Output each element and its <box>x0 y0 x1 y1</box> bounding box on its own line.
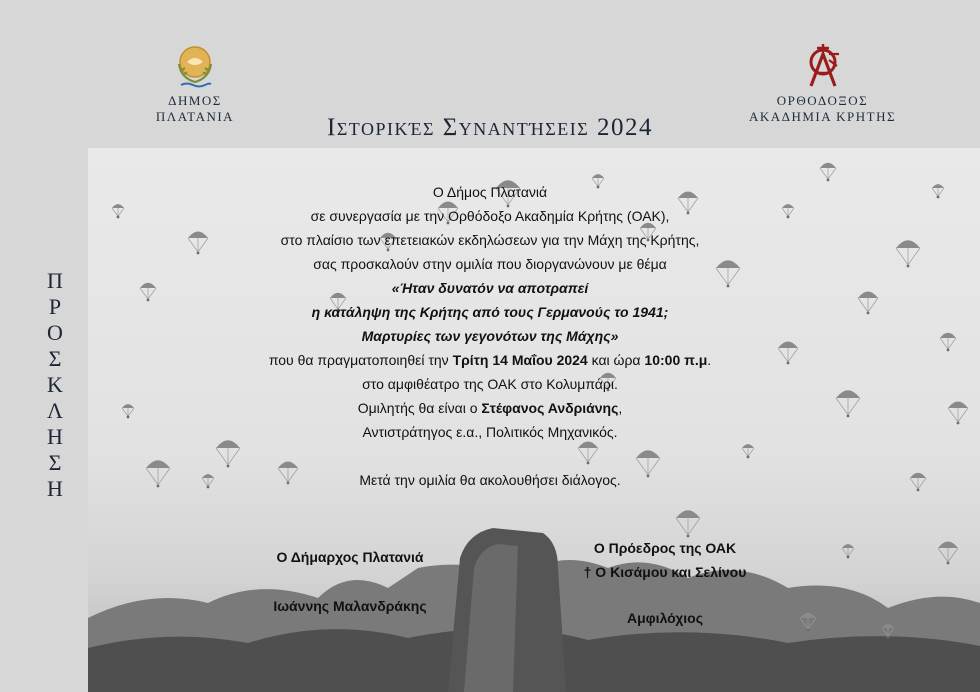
lecture-title-line-2: η κατάληψη της Κρήτης από τους Γερμανούς το 1941; <box>311 304 669 320</box>
parachute-icon <box>112 204 124 218</box>
parachute-icon <box>940 333 956 352</box>
parachute-icon <box>836 390 860 417</box>
municipality-seal-icon <box>173 42 217 88</box>
date-suffix: . <box>707 352 712 368</box>
vertical-letter: Ο <box>47 320 63 345</box>
invitation-body <box>200 180 780 492</box>
lecture-title-line-1: «Ήταν δυνατόν να αποτραπεί <box>391 280 589 296</box>
municipality-logo <box>150 42 240 125</box>
speaker-suffix: , <box>618 400 623 416</box>
vertical-letter: Η <box>47 476 63 501</box>
president-role: Ο Πρόεδρος της ΟΑΚ <box>593 540 737 556</box>
oak-monogram-icon <box>803 40 843 88</box>
parachute-icon <box>938 542 958 565</box>
vertical-letter: Ρ <box>48 294 62 319</box>
parachute-icon <box>896 240 920 267</box>
mayor-name: Ιωάννης Μαλανδράκης <box>273 598 427 614</box>
lecture-title-line-3: Μαρτυρίες των γεγονότων της Μάχης» <box>361 328 619 344</box>
right-org-line2: ΑΚΑΔΗΜΙΑ ΚΡΗΤΗΣ <box>748 109 897 124</box>
vertical-letter: Λ <box>47 398 63 423</box>
body-line-4: σας προσκαλούν στην ομιλία που διοργανώνουν με θέμα <box>313 256 667 272</box>
vertical-letter: Σ <box>48 450 62 475</box>
left-org-line1: ΔΗΜΟΣ <box>168 93 222 108</box>
parachute-icon <box>932 184 944 198</box>
body-line-date <box>200 348 780 372</box>
vertical-letter: Κ <box>47 372 63 397</box>
mayor-role: Ο Δήμαρχος Πλατανιά <box>276 549 424 565</box>
body-line-3: στο πλαίσιο των επετειακών εκδηλώσεων για την Μάχη της Κρήτης, <box>280 232 700 248</box>
parachute-icon <box>948 402 968 425</box>
date-prefix: που θα πραγματοποιηθεί την <box>268 352 453 368</box>
event-time: 10:00 π.μ <box>644 352 708 368</box>
body-line-2: σε συνεργασία με την Ορθόδοξο Ακαδημία Κρήτης (ΟΑΚ), <box>310 208 670 224</box>
parachute-icon <box>820 163 836 182</box>
parachute-icon <box>140 283 156 302</box>
parachute-icon <box>676 510 700 537</box>
event-date: Τρίτη 14 Μαΐου 2024 <box>452 352 588 368</box>
body-line-venue: στο αμφιθέατρο της ΟΑΚ στο Κολυμπάρι. <box>362 376 618 392</box>
speaker-prefix: Ομιλητής θα είναι ο <box>357 400 482 416</box>
body-line-discussion: Μετά την ομιλία θα ακολουθήσει διάλογος. <box>359 472 621 488</box>
parachute-icon <box>782 204 794 218</box>
event-series-title: Ιστορικές Συναντήσεις 2024 <box>327 114 653 141</box>
left-org-line2: ΠΛΑΤΑΝΙΑ <box>155 109 235 124</box>
right-org-line1: ΟΡΘΟΔΟΞΟΣ <box>776 93 869 108</box>
academy-logo <box>745 40 900 125</box>
metropolitan-role: † Ο Κισάμου και Σελίνου <box>583 564 747 580</box>
parachute-icon <box>122 404 134 418</box>
invitation-vertical-label <box>40 268 70 502</box>
parachute-icon <box>910 473 926 492</box>
body-line-1: Ο Δήμος Πλατανιά <box>432 184 548 200</box>
body-line-speaker <box>200 396 780 420</box>
parachute-icon <box>146 460 170 487</box>
president-name: Αμφιλόχιος <box>626 610 704 626</box>
time-prefix: και ώρα <box>587 352 645 368</box>
parachute-icon <box>778 342 798 365</box>
vertical-letter: Π <box>47 268 63 293</box>
body-line-speaker-title: Αντιστράτηγος ε.α., Πολιτικός Μηχανικός. <box>362 424 618 440</box>
parachute-icon <box>858 292 878 315</box>
parachute-icon <box>842 544 854 558</box>
vertical-letter: Σ <box>48 346 62 371</box>
vertical-letter: Η <box>47 424 63 449</box>
speaker-name: Στέφανος Ανδριάνης <box>481 400 619 416</box>
